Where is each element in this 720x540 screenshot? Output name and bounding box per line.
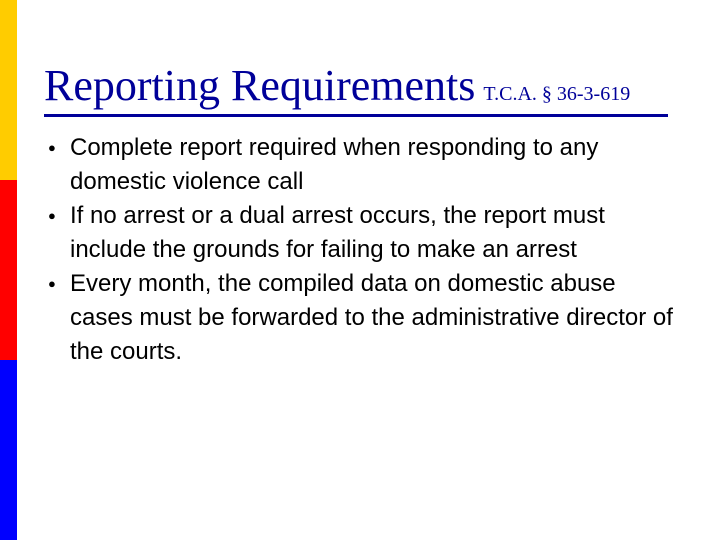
title-text: Reporting Requirements xyxy=(44,61,476,110)
bullet-text: Complete report required when responding to any domestic violence call xyxy=(70,134,599,195)
bullet-dot-icon: ● xyxy=(48,208,56,223)
left-stripe-red xyxy=(0,180,17,360)
left-stripe-blue xyxy=(0,360,17,540)
bullet-dot-icon: ● xyxy=(48,140,56,155)
left-stripe-yellow xyxy=(0,0,17,180)
bullet-dot-icon: ● xyxy=(48,276,56,291)
bullet-text: Every month, the compiled data on domestic abuse cases must be forwarded to the administrative director of the courts. xyxy=(70,270,673,365)
slide-title xyxy=(44,58,630,114)
bullet-item xyxy=(44,267,684,369)
bullet-item xyxy=(44,131,684,199)
bullet-list xyxy=(44,131,684,369)
bullet-item xyxy=(44,199,684,267)
title-citation: T.C.A. § 36-3-619 xyxy=(483,83,631,105)
title-underline xyxy=(44,114,668,117)
bullet-text: If no arrest or a dual arrest occurs, the report must include the grounds for failing to make an arrest xyxy=(70,202,605,263)
